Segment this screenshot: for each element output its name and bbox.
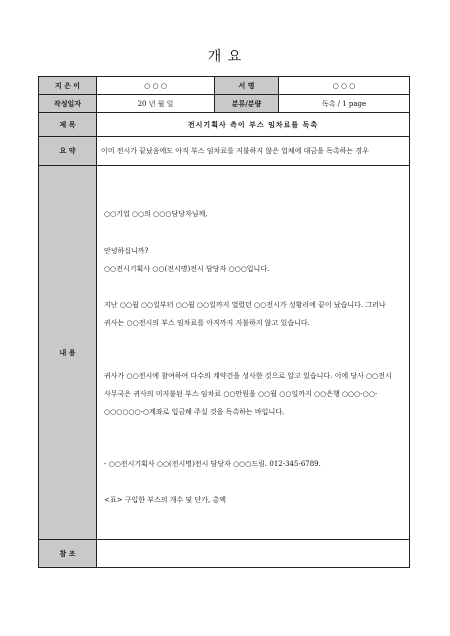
content-label: 내 용 [39, 166, 97, 540]
category-label: 분류/분량 [215, 95, 279, 113]
sender-label: 지 은 이 [39, 77, 97, 95]
reference-value [97, 540, 410, 568]
name-value: ○ ○ ○ [279, 77, 410, 95]
name-label: 서 명 [215, 77, 279, 95]
paragraph-request: 귀사가 ○○전시에 참여하여 다수의 계약건을 성사한 것으로 알고 있습니다. 이에 당사 ○○전시 사무국은 귀사의 미지불된 부스 임차료 ○○만원을 ○○월 ○○일까지 ○○은행 ○○○-○○-○○○○○○-○계좌로 입금해 주실 것을 독촉하는 바입니다. [104, 372, 392, 416]
hello-line: 안녕하십니까? [104, 247, 149, 255]
reference-label: 참 조 [39, 540, 97, 568]
date-label: 작성일자 [39, 95, 97, 113]
overview-form [38, 76, 410, 568]
paragraph-exhibition: 지난 ○○월 ○○일부터 ○○월 ○○일까지 열렸던 ○○전시가 성황리에 끝이 났습니다. 그러나 귀사는 ○○전시의 부스 임차료를 아직까지 지불하지 않고 있습니다. [104, 301, 386, 327]
subject-label: 제 목 [39, 113, 97, 137]
document-title: 개 요 [207, 49, 243, 65]
category-value: 독촉 / 1 page [279, 95, 410, 113]
signature-line: - ○○전시기획사 ○○(전시명)전시 담당자 ○○○드림. 012-345-6789. [104, 460, 321, 468]
sender-value: ○ ○ ○ [97, 77, 215, 95]
content-cell [97, 166, 410, 540]
summary-label: 요 약 [39, 137, 97, 166]
table-caption: <표> 구입한 부스의 개수 및 단가, 총액 [104, 496, 226, 504]
intro-line: ○○전시기획사 ○○(전시명)전시 담당자 ○○○입니다. [104, 265, 270, 273]
greeting-line: ○○기업 ○○의 ○○○담당자님께, [104, 210, 208, 218]
subject-value: 전시기획사 측이 부스 임차료를 독촉 [97, 113, 410, 137]
summary-value: 이미 전시가 끝났음에도 아직 부스 임차료를 지불하지 않은 업체에 대금을 독촉하는 경우 [97, 137, 410, 166]
date-value: 20 년 월 일 [97, 95, 215, 113]
